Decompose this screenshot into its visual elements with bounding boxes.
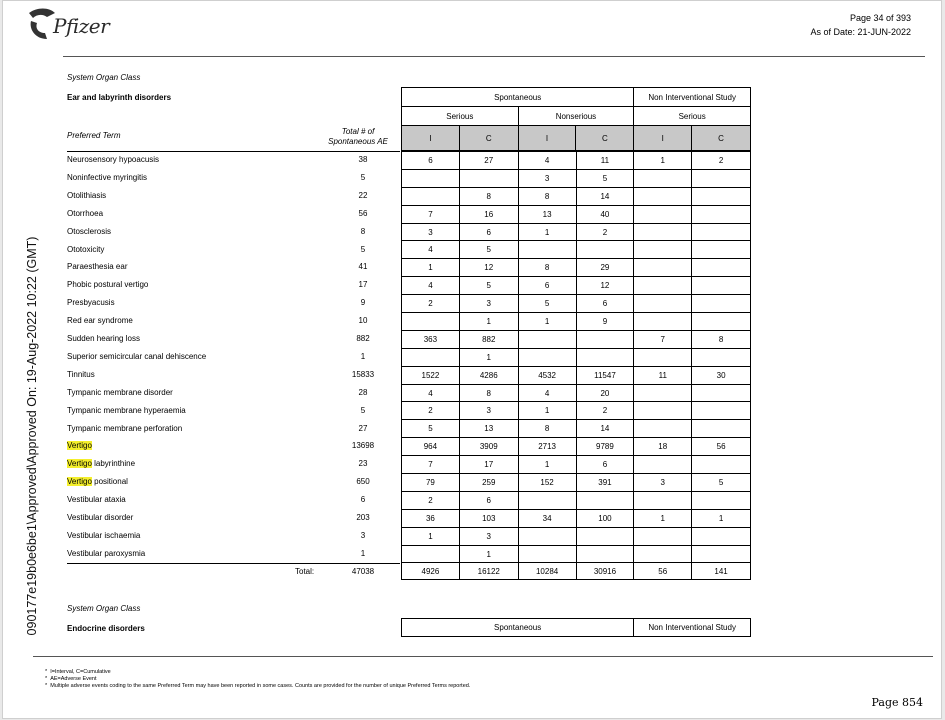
preferred-term [67, 441, 92, 450]
count-cell [634, 384, 692, 402]
count-cell: 1 [518, 456, 576, 474]
count-cell: 12 [459, 259, 518, 277]
count-cell: 6 [459, 223, 518, 241]
count-cell [634, 527, 692, 545]
count-cell [634, 277, 692, 295]
count-cell [402, 348, 460, 366]
count-cell [692, 527, 751, 545]
count-cell: 4 [402, 277, 460, 295]
preferred-term: Vestibular paroxysmia [67, 548, 146, 558]
count-cell [692, 259, 751, 277]
count-cell: 7 [634, 330, 692, 348]
preferred-term: Tympanic membrane hyperaemia [67, 405, 186, 415]
count-cell: 1 [459, 313, 518, 331]
count-cell [634, 545, 692, 563]
count-cell [576, 241, 634, 259]
count-cell [576, 348, 634, 366]
preferred-term: Vestibular ataxia [67, 495, 126, 505]
preferred-term: Tinnitus [67, 369, 95, 379]
count-cell: 391 [576, 474, 634, 492]
soc-name: Ear and labyrinth disorders [67, 93, 172, 102]
col-i: I [518, 126, 576, 151]
total-value: 47038 [351, 567, 375, 576]
count-cell: 4 [402, 241, 460, 259]
count-cell: 4 [518, 384, 576, 402]
term-total: 17 [358, 280, 368, 290]
preferred-term: Ototoxicity [67, 244, 105, 254]
table-row [402, 223, 751, 241]
table-row [402, 456, 751, 474]
logo-text: Pfizer [53, 14, 110, 38]
highlighted-text: Vertigo [67, 441, 92, 451]
term-total: 41 [358, 262, 368, 272]
col-c: C [692, 126, 751, 151]
count-cell: 259 [459, 474, 518, 492]
term-total: 1 [360, 548, 366, 558]
group-non-interventional: Non Interventional Study [634, 88, 751, 107]
term-total: 5 [360, 405, 366, 415]
count-cell: 4 [518, 152, 576, 170]
total-cell: 141 [692, 563, 751, 580]
footnote-2: * AE=Adverse Event [45, 676, 97, 682]
count-cell: 2713 [518, 438, 576, 456]
count-cell: 7 [402, 456, 460, 474]
term-total: 1 [360, 351, 366, 361]
count-cell [692, 491, 751, 509]
count-cell [634, 313, 692, 331]
count-cell: 1 [402, 259, 460, 277]
count-cell: 11 [634, 366, 692, 384]
count-cell: 2 [576, 223, 634, 241]
footnote-1: * I=Interval, C=Cumulative [45, 669, 111, 675]
count-cell: 6 [576, 295, 634, 313]
count-cell [518, 348, 576, 366]
preferred-term: Neurosensory hypoacusis [67, 155, 160, 164]
count-cell: 6 [402, 152, 460, 170]
subgroup-nonserious: Nonserious [518, 107, 634, 126]
soc-name-2: Endocrine disorders [67, 624, 145, 633]
count-cell [634, 348, 692, 366]
count-cell: 11 [576, 152, 634, 170]
count-cell [402, 169, 460, 187]
preferred-term: Otosclerosis [67, 226, 112, 236]
preferred-term: Otolithiasis [67, 190, 107, 200]
count-cell: 6 [576, 456, 634, 474]
count-cell: 1 [692, 509, 751, 527]
table-row [402, 491, 751, 509]
endocrine-header-table [401, 618, 751, 637]
count-cell [634, 259, 692, 277]
term-total: 28 [358, 387, 368, 397]
page-header-info [810, 11, 911, 39]
count-cell: 1 [402, 527, 460, 545]
count-cell: 20 [576, 384, 634, 402]
count-cell [634, 187, 692, 205]
count-cell: 5 [459, 241, 518, 259]
count-cell: 79 [402, 474, 460, 492]
count-cell: 2 [402, 295, 460, 313]
term-total: 27 [358, 423, 368, 433]
count-cell: 4 [402, 384, 460, 402]
count-cell: 56 [692, 438, 751, 456]
table-row [402, 205, 751, 223]
count-cell [692, 313, 751, 331]
subgroup-nis-serious: Serious [634, 107, 751, 126]
count-cell: 152 [518, 474, 576, 492]
count-cell [692, 420, 751, 438]
count-cell [692, 205, 751, 223]
count-cell [634, 205, 692, 223]
footnote-3: * Multiple adverse events coding to the same Preferred Term may have been reported in some cases. Counts are provided for the number of unique Preferred Terms reported. [45, 683, 471, 689]
highlighted-text: Vertigo [67, 477, 92, 487]
term-total: 8 [360, 226, 366, 236]
col-c: C [459, 126, 518, 151]
count-cell [576, 545, 634, 563]
count-cell [634, 223, 692, 241]
count-cell [692, 456, 751, 474]
count-cell: 2 [692, 152, 751, 170]
count-cell: 1 [634, 509, 692, 527]
count-cell [692, 169, 751, 187]
term-total: 15833 [351, 369, 375, 379]
count-cell: 1 [459, 545, 518, 563]
count-cell: 363 [402, 330, 460, 348]
term-total: 9 [360, 298, 366, 308]
count-cell: 2 [402, 402, 460, 420]
preferred-term: Paraesthesia ear [67, 262, 128, 272]
group-spontaneous: Spontaneous [402, 88, 634, 107]
count-cell: 30 [692, 366, 751, 384]
count-cell: 1 [518, 313, 576, 331]
group-spontaneous-2: Spontaneous [402, 619, 634, 637]
group-non-interventional-2: Non Interventional Study [634, 619, 751, 637]
count-cell: 14 [576, 420, 634, 438]
col-i: I [634, 126, 692, 151]
count-cell [634, 169, 692, 187]
term-rest: labyrinthine [91, 459, 136, 469]
header-rule [63, 56, 925, 57]
count-cell [692, 402, 751, 420]
count-cell: 1 [518, 402, 576, 420]
count-cell [692, 223, 751, 241]
count-cell [692, 348, 751, 366]
document-page [2, 0, 942, 719]
count-cell: 6 [518, 277, 576, 295]
preferred-term: Superior semicircular canal dehiscence [67, 351, 207, 361]
table-row [402, 187, 751, 205]
count-cell: 100 [576, 509, 634, 527]
count-cell: 27 [459, 152, 518, 170]
term-total: 650 [356, 477, 370, 487]
page-number: Page 854 [871, 696, 923, 709]
table-row [402, 402, 751, 420]
count-cell: 4532 [518, 366, 576, 384]
term-total: 6 [360, 495, 366, 505]
count-cell: 2 [576, 402, 634, 420]
ae-data-table [401, 151, 751, 580]
count-cell: 18 [634, 438, 692, 456]
term-total: 38 [358, 155, 368, 164]
total-cell: 30916 [576, 563, 634, 580]
header-separator [67, 151, 400, 152]
count-cell: 36 [402, 509, 460, 527]
term-total: 3 [360, 530, 366, 540]
count-cell: 40 [576, 205, 634, 223]
count-cell: 34 [518, 509, 576, 527]
count-cell: 8 [459, 384, 518, 402]
count-cell [634, 241, 692, 259]
col-c: C [576, 126, 634, 151]
count-cell [634, 491, 692, 509]
soc-label: System Organ Class [67, 73, 141, 82]
term-total: 882 [356, 334, 370, 343]
count-cell: 1 [518, 223, 576, 241]
count-cell: 3 [459, 295, 518, 313]
count-cell: 103 [459, 509, 518, 527]
count-cell: 7 [402, 205, 460, 223]
preferred-term: Red ear syndrome [67, 316, 133, 326]
count-cell: 3909 [459, 438, 518, 456]
preferred-term [67, 459, 135, 468]
preferred-term: Phobic postural vertigo [67, 280, 149, 290]
footnotes [45, 669, 470, 690]
count-cell: 3 [634, 474, 692, 492]
count-cell [634, 420, 692, 438]
term-rest: positional [91, 477, 128, 487]
count-cell [518, 545, 576, 563]
soc-label-2: System Organ Class [67, 604, 141, 613]
table-row [402, 545, 751, 563]
preferred-term: Sudden hearing loss [67, 334, 140, 343]
preferred-term: Tympanic membrane perforation [67, 423, 183, 433]
count-cell: 3 [459, 527, 518, 545]
count-cell [402, 313, 460, 331]
count-cell [692, 187, 751, 205]
term-total: 23 [358, 459, 368, 469]
as-of-date: As of Date: 21-JUN-2022 [810, 27, 911, 37]
count-cell: 882 [459, 330, 518, 348]
count-cell: 1522 [402, 366, 460, 384]
total-cell: 4926 [402, 563, 460, 580]
count-cell: 8 [518, 259, 576, 277]
count-cell: 14 [576, 187, 634, 205]
preferred-term: Vestibular disorder [67, 513, 134, 522]
term-total: 10 [358, 316, 368, 326]
count-cell [634, 456, 692, 474]
count-cell: 12 [576, 277, 634, 295]
count-cell: 5 [518, 295, 576, 313]
highlighted-text: Vertigo [67, 459, 92, 469]
count-cell [518, 241, 576, 259]
total-ae-header: Total # of Spontaneous AE [328, 127, 388, 146]
count-cell: 4286 [459, 366, 518, 384]
table-row [402, 384, 751, 402]
table-row [402, 152, 751, 170]
table-row [402, 438, 751, 456]
count-cell [518, 491, 576, 509]
count-cell [402, 545, 460, 563]
count-cell: 11547 [576, 366, 634, 384]
total-cell: 56 [634, 563, 692, 580]
table-row [402, 330, 751, 348]
col-i: I [402, 126, 460, 151]
preferred-term-header: Preferred Term [67, 131, 121, 140]
approval-stamp: 090177e19b0e6be1\Approved\Approved On: 19-Aug-2022 10:22 (GMT) [25, 236, 39, 636]
total-cell: 10284 [518, 563, 576, 580]
count-cell: 9789 [576, 438, 634, 456]
term-total: 22 [358, 190, 368, 200]
count-cell: 1 [459, 348, 518, 366]
count-cell: 5 [576, 169, 634, 187]
count-cell: 13 [459, 420, 518, 438]
table-row [402, 313, 751, 331]
total-separator [67, 563, 400, 564]
term-total: 13698 [351, 441, 375, 451]
table-row [402, 474, 751, 492]
table-row [402, 366, 751, 384]
preferred-term: Noninfective myringitis [67, 172, 148, 182]
count-cell [634, 402, 692, 420]
count-cell: 3 [459, 402, 518, 420]
table-row [402, 348, 751, 366]
count-cell [692, 241, 751, 259]
table-row [402, 259, 751, 277]
count-cell: 8 [692, 330, 751, 348]
ae-header-table [401, 87, 751, 151]
count-cell: 5 [692, 474, 751, 492]
preferred-term [67, 477, 128, 486]
count-cell: 16 [459, 205, 518, 223]
count-cell [459, 169, 518, 187]
totals-row [402, 563, 751, 580]
table-row [402, 277, 751, 295]
count-cell: 5 [459, 277, 518, 295]
count-cell [576, 330, 634, 348]
table-row [402, 527, 751, 545]
count-cell: 1 [634, 152, 692, 170]
count-cell [518, 527, 576, 545]
count-cell: 6 [459, 491, 518, 509]
count-cell: 8 [518, 420, 576, 438]
term-total: 5 [360, 172, 366, 182]
subgroup-serious: Serious [402, 107, 519, 126]
term-total: 56 [358, 208, 368, 218]
term-total: 203 [356, 513, 370, 522]
count-cell [576, 527, 634, 545]
page-counter: Page 34 of 393 [849, 13, 911, 23]
table-row [402, 509, 751, 527]
table-row [402, 295, 751, 313]
count-cell [518, 330, 576, 348]
table-row [402, 241, 751, 259]
total-label: Total: [295, 567, 315, 576]
count-cell: 9 [576, 313, 634, 331]
preferred-term: Presbyacusis [67, 298, 115, 308]
count-cell: 964 [402, 438, 460, 456]
count-cell [402, 187, 460, 205]
count-cell [634, 295, 692, 313]
footer-rule [33, 656, 933, 657]
preferred-term: Otorrhoea [67, 208, 104, 218]
count-cell: 8 [459, 187, 518, 205]
term-total: 5 [360, 244, 366, 254]
table-row [402, 169, 751, 187]
preferred-term: Vestibular ischaemia [67, 530, 141, 540]
count-cell: 8 [518, 187, 576, 205]
count-cell: 29 [576, 259, 634, 277]
count-cell: 13 [518, 205, 576, 223]
count-cell [576, 491, 634, 509]
count-cell: 3 [402, 223, 460, 241]
count-cell [692, 545, 751, 563]
preferred-term: Tympanic membrane disorder [67, 387, 173, 397]
count-cell [692, 277, 751, 295]
count-cell: 2 [402, 491, 460, 509]
count-cell: 17 [459, 456, 518, 474]
total-cell: 16122 [459, 563, 518, 580]
count-cell: 3 [518, 169, 576, 187]
count-cell [692, 295, 751, 313]
table-row [402, 420, 751, 438]
count-cell: 5 [402, 420, 460, 438]
count-cell [692, 384, 751, 402]
